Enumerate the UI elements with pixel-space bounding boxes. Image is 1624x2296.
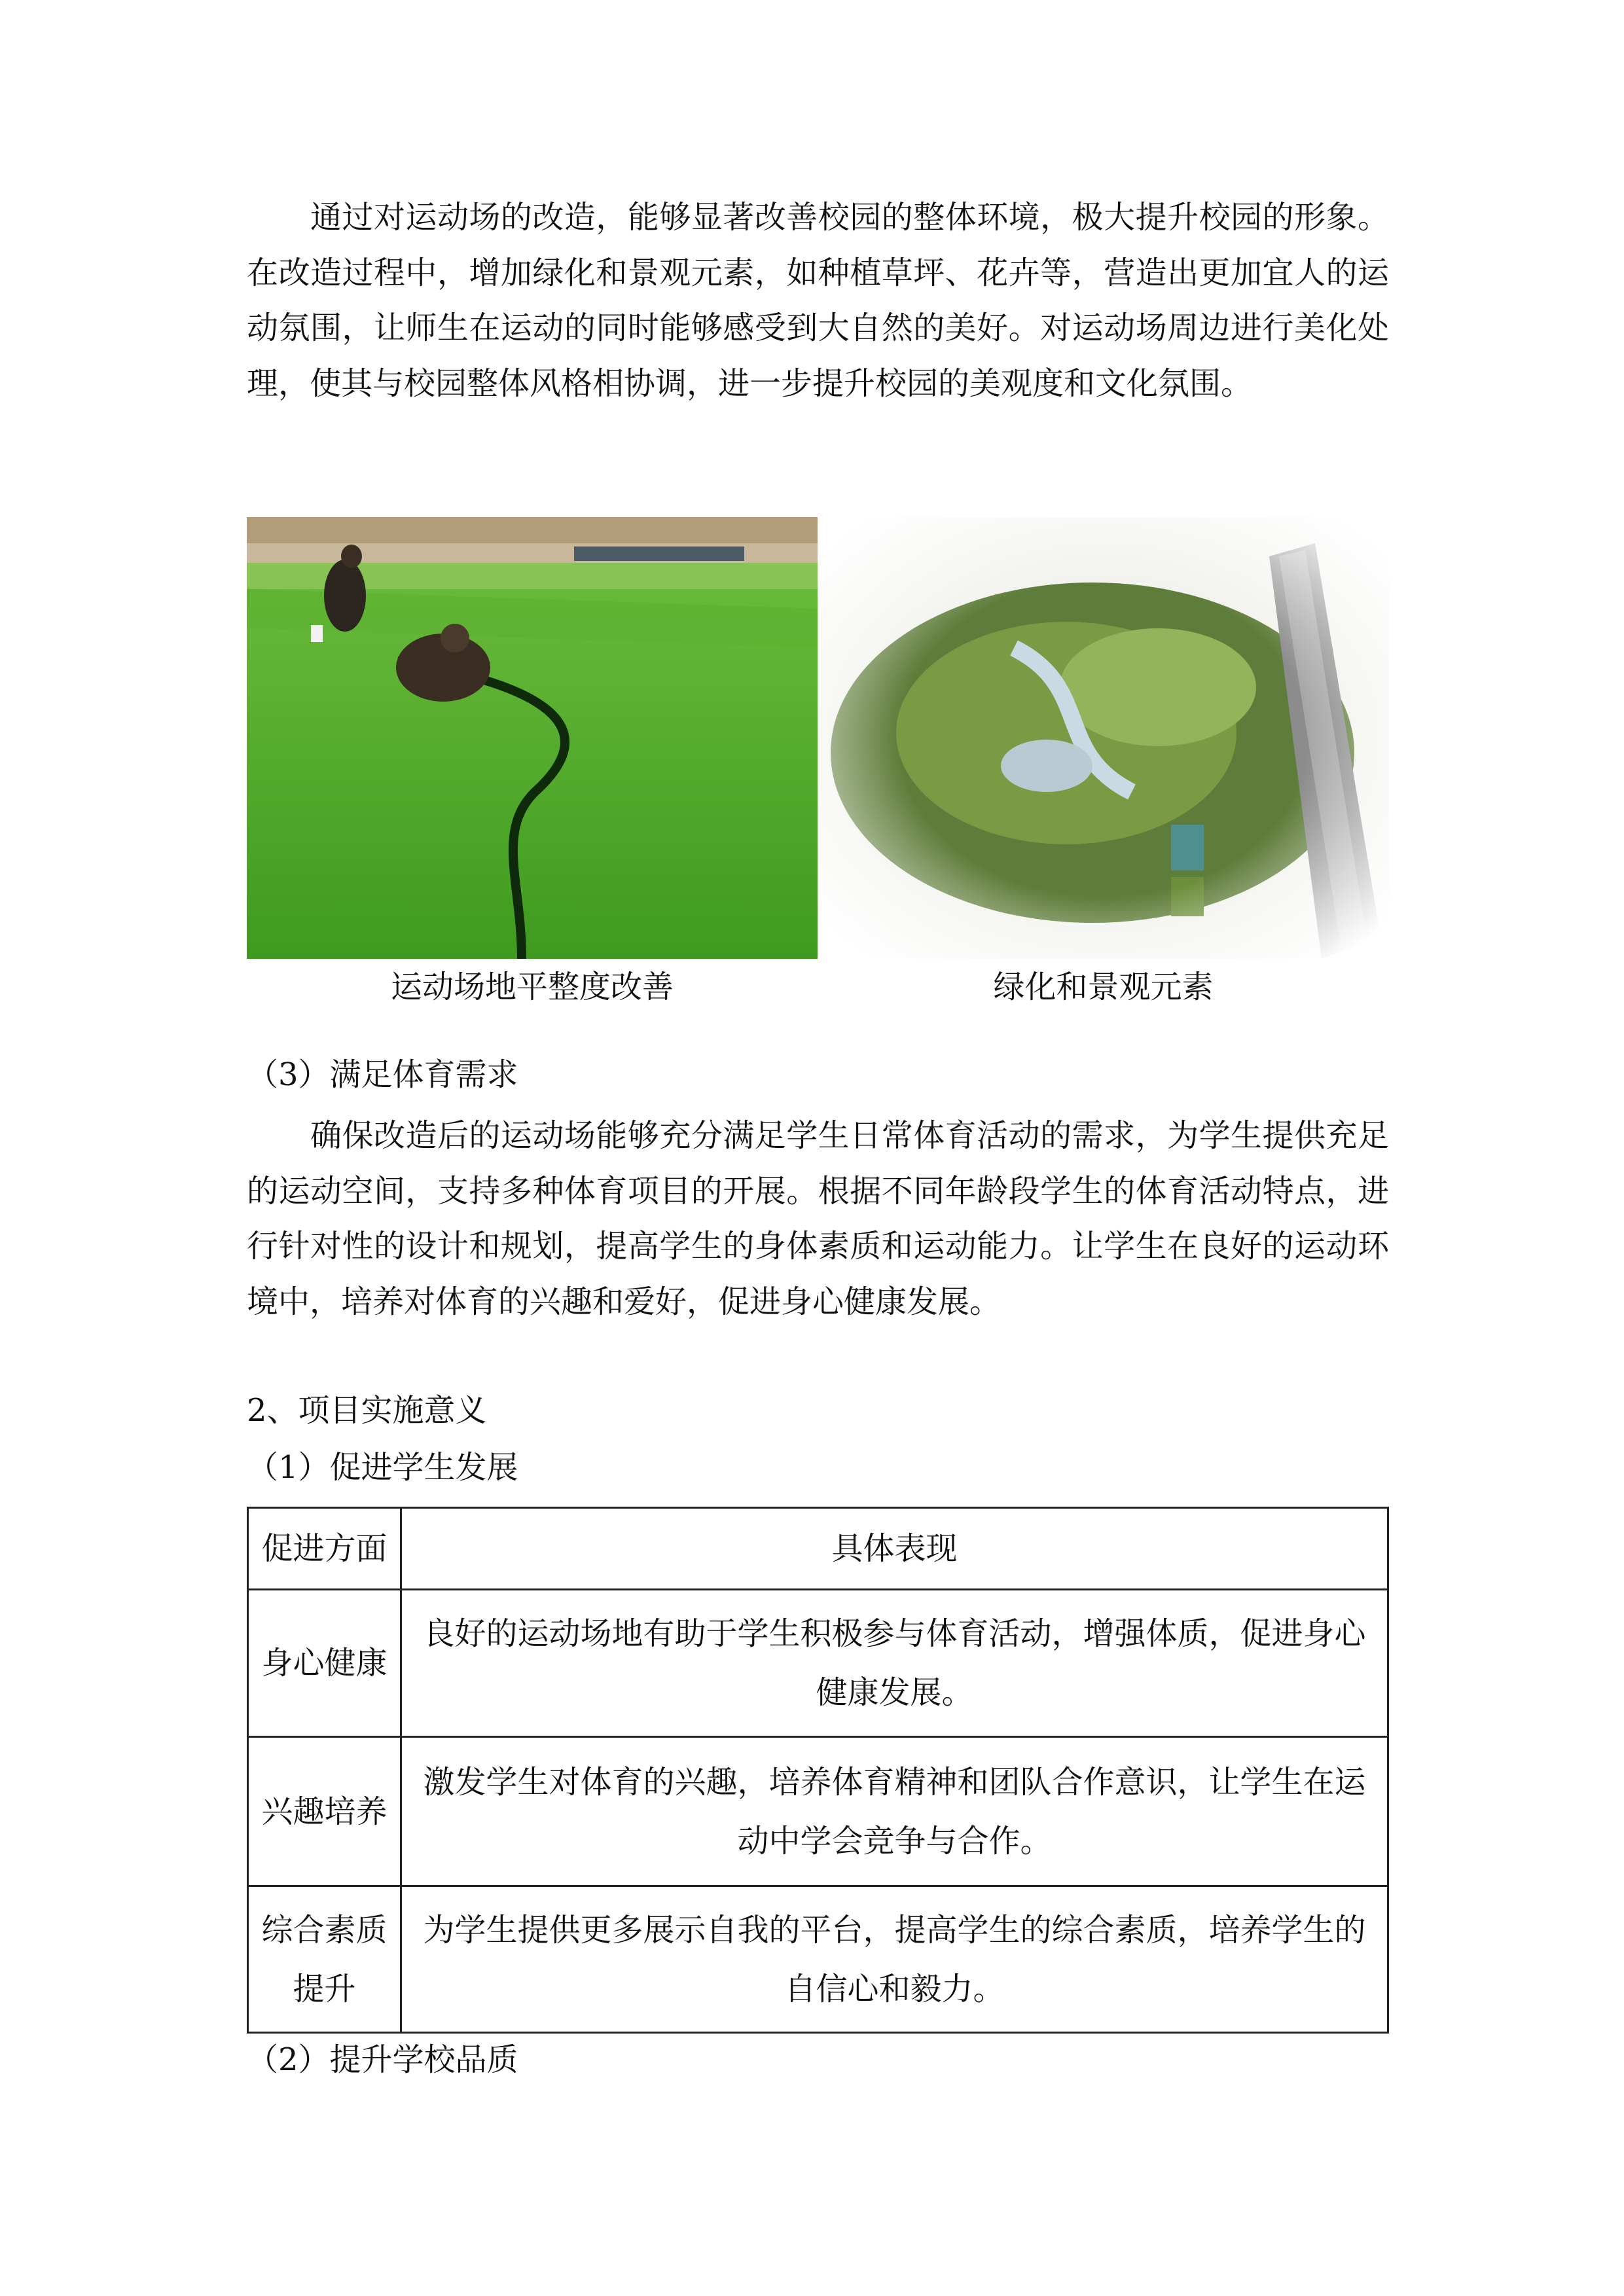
student-development-table	[247, 1507, 1389, 2034]
table-cell-detail: 良好的运动场地有助于学生积极参与体育活动，增强体质，促进身心健康发展。	[401, 1590, 1388, 1737]
landscape-aerial-rendering	[818, 517, 1389, 959]
subsection-1-heading: （1）促进学生发展	[247, 1449, 518, 1486]
intro-paragraph: 通过对运动场的改造，能够显著改善校园的整体环境，极大提升校园的形象。在改造过程中，增加绿化和景观元素，如种植草坪、花卉等，营造出更加宜人的运动氛围，让师生在运动的同时能够感受到大自然的美好。对运动场周边进行美化处理，使其与校园整体风格相协调，进一步提升校园的美观度和文化氛围。	[247, 199, 1389, 402]
table-row	[248, 1886, 1388, 2033]
table-cell-aspect: 综合素质提升	[248, 1886, 401, 2033]
table-row	[248, 1737, 1388, 1886]
figure-caption-1: 运动场地平整度改善	[390, 969, 674, 1005]
table-header-aspect: 促进方面	[248, 1508, 401, 1590]
turf-installation-photo	[247, 517, 818, 959]
subsection-2-heading: （2）提升学校品质	[247, 2041, 518, 2078]
section-2-heading: 2、项目实施意义	[247, 1392, 487, 1429]
table-cell-detail: 激发学生对体育的兴趣，培养体育精神和团队合作意识，让学生在运动中学会竞争与合作。	[401, 1737, 1388, 1886]
table-cell-aspect: 身心健康	[248, 1590, 401, 1737]
table-cell-aspect: 兴趣培养	[248, 1737, 401, 1886]
section-3-heading: （3）满足体育需求	[247, 1056, 518, 1093]
table-cell-detail: 为学生提供更多展示自我的平台，提高学生的综合素质，培养学生的自信心和毅力。	[401, 1886, 1388, 2033]
table-header-detail: 具体表现	[401, 1508, 1388, 1590]
table-header-row	[248, 1508, 1388, 1590]
section-3-body	[247, 1108, 1389, 1329]
intro-section	[247, 190, 1389, 411]
section-3-paragraph: 确保改造后的运动场能够充分满足学生日常体育活动的需求，为学生提供充足的运动空间，支持多种体育项目的开展。根据不同年龄段学生的体育活动特点，进行针对性的设计和规划，提高学生的身体素质和运动能力。让学生在良好的运动环境中，培养对体育的兴趣和爱好，促进身心健康发展。	[247, 1117, 1389, 1320]
table-row	[248, 1590, 1388, 1737]
figure-caption-2: 绿化和景观元素	[993, 969, 1214, 1005]
